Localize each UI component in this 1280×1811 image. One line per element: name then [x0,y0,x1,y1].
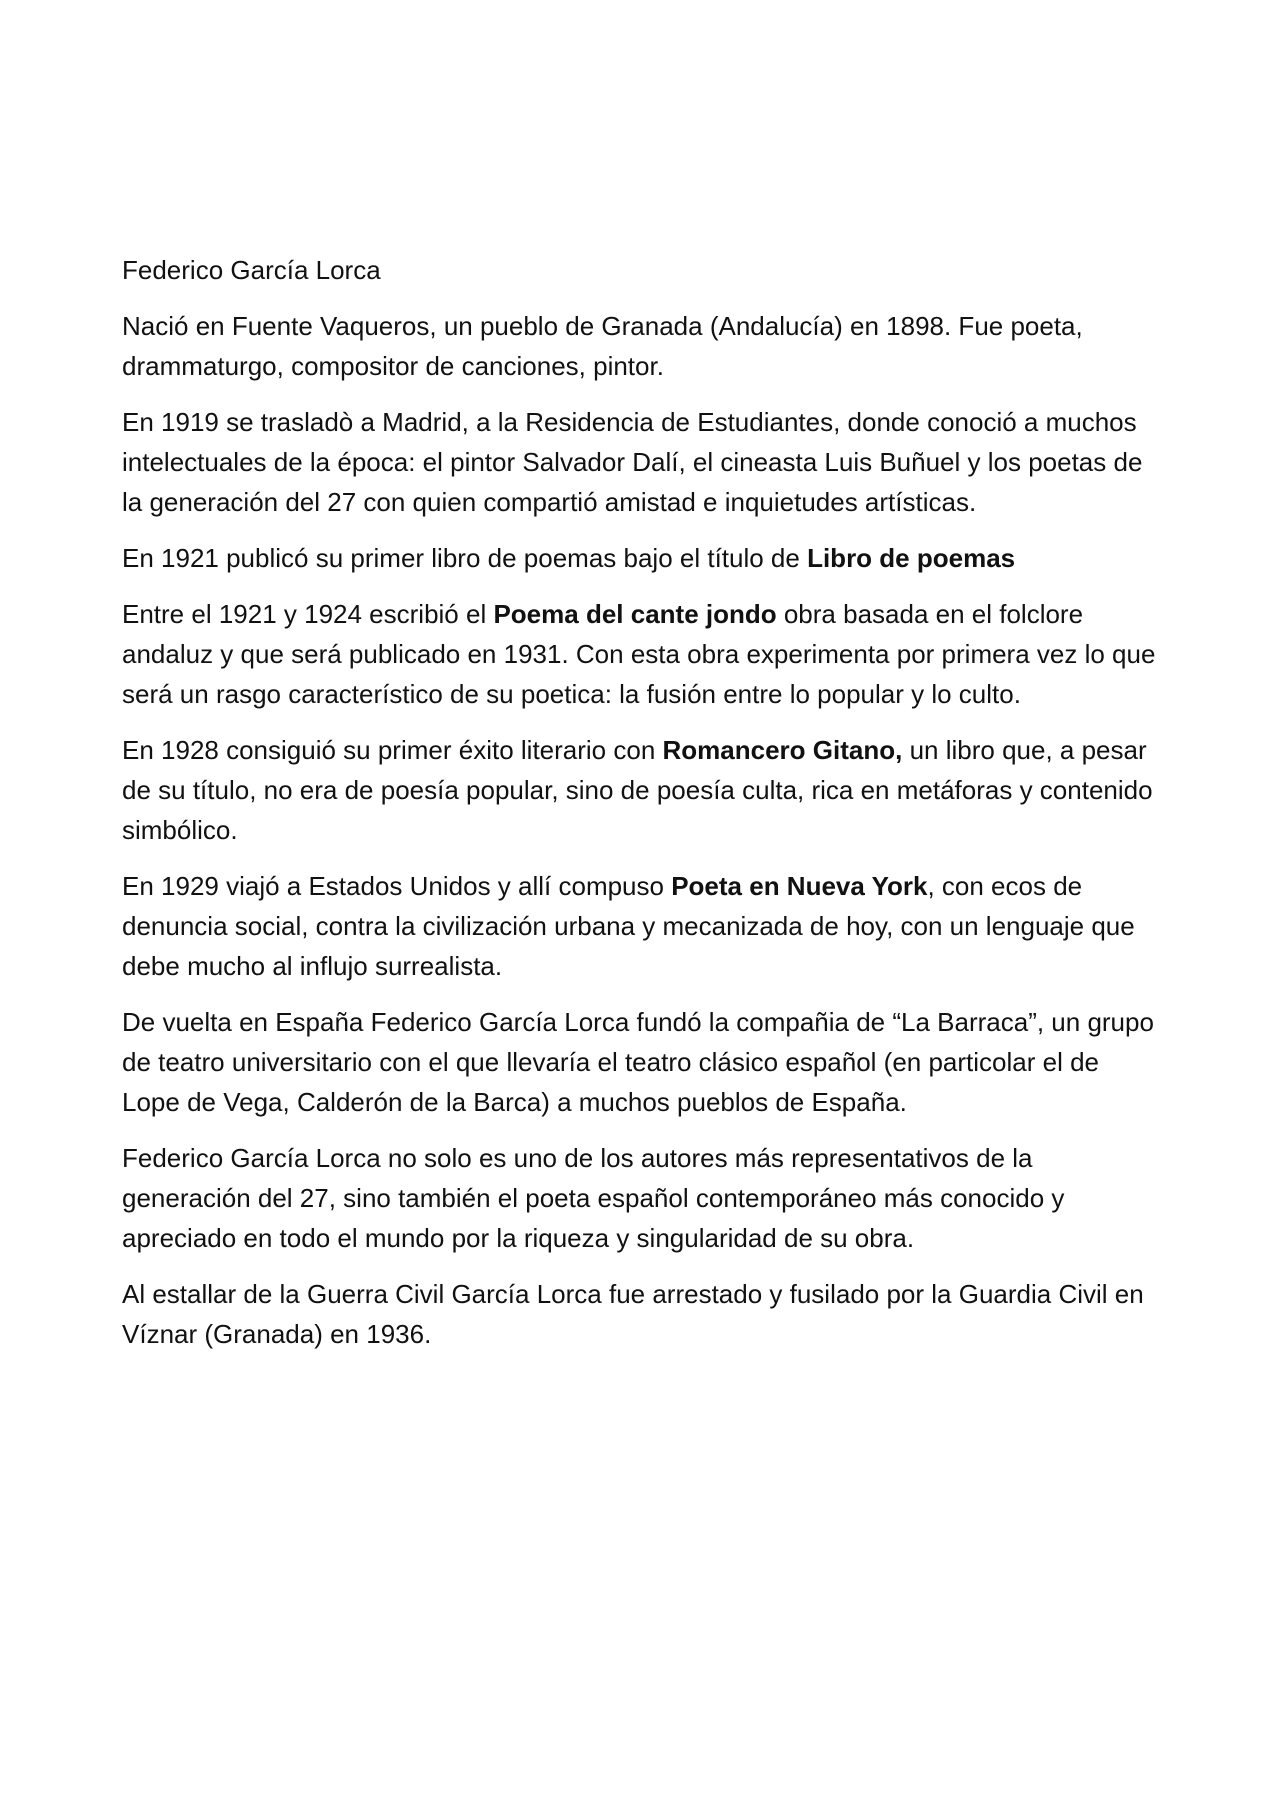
body-paragraph [122,594,1162,714]
bold-title-text: Poema del cante jondo [493,599,777,629]
body-paragraph [122,1138,1162,1258]
paragraph-text: Entre el 1921 y 1924 escribió el [122,599,494,629]
body-paragraph [122,1002,1162,1122]
body-paragraph [122,306,1162,386]
paragraph-text: Federico García Lorca no solo es uno de los autores más representativos de la generación del 27, sino también el poeta español contemporáneo más conocido y apreciado en todo el mundo por la riqueza y singularidad de su obra. [122,1143,1065,1253]
bold-title-text: Libro de poemas [807,543,1016,573]
paragraph-text: obra basada en el folclore andaluz y que será publicado en 1931. Con esta obra experimenta por primera vez lo que será un rasgo característico de su poetica: la fusión entre lo popular y lo culto. [122,599,1156,709]
document-body [122,306,1162,1354]
paragraph-text: , con ecos de denuncia social, contra la civilización urbana y mecanizada de hoy, con un lenguaje que debe mucho al influjo surrealista. [122,871,1135,981]
document-page [122,250,1162,1370]
body-paragraph [122,1274,1162,1354]
paragraph-text: un libro que, a pesar de su título, no era de poesía popular, sino de poesía culta, rica en metáforas y contenido simbólico. [122,735,1153,845]
body-paragraph [122,730,1162,850]
paragraph-text: En 1921 publicó su primer libro de poemas bajo el título de [122,543,808,573]
paragraph-text: En 1929 viajó a Estados Unidos y allí compuso [122,871,672,901]
paragraph-text: De vuelta en España Federico García Lorca fundó la compañia de “La Barraca”, un grupo de teatro universitario con el que llevaría el teatro clásico español (en particolar el de Lope de Vega, Calderón de la Barca) a muchos pueblos de España. [122,1007,1154,1117]
bold-title-text: Poeta en Nueva York [671,871,928,901]
paragraph-text: Al estallar de la Guerra Civil García Lorca fue arrestado y fusilado por la Guardia Civil en Víznar (Granada) en 1936. [122,1279,1144,1349]
body-paragraph [122,538,1162,578]
paragraph-text: Nació en Fuente Vaqueros, un pueblo de Granada (Andalucía) en 1898. Fue poeta, drammaturgo, compositor de canciones, pintor. [122,311,1083,381]
document-title: Federico García Lorca [122,255,381,285]
body-paragraph [122,402,1162,522]
paragraph-text: En 1919 se trasladò a Madrid, a la Residencia de Estudiantes, donde conoció a muchos intelectuales de la época: el pintor Salvador Dalí, el cineasta Luis Buñuel y los poetas de la generación del 27 con quien compartió amistad e inquietudes artísticas. [122,407,1143,517]
bold-title-text: Romancero Gitano, [662,735,903,765]
body-paragraph [122,866,1162,986]
paragraph-text: En 1928 consiguió su primer éxito literario con [122,735,663,765]
